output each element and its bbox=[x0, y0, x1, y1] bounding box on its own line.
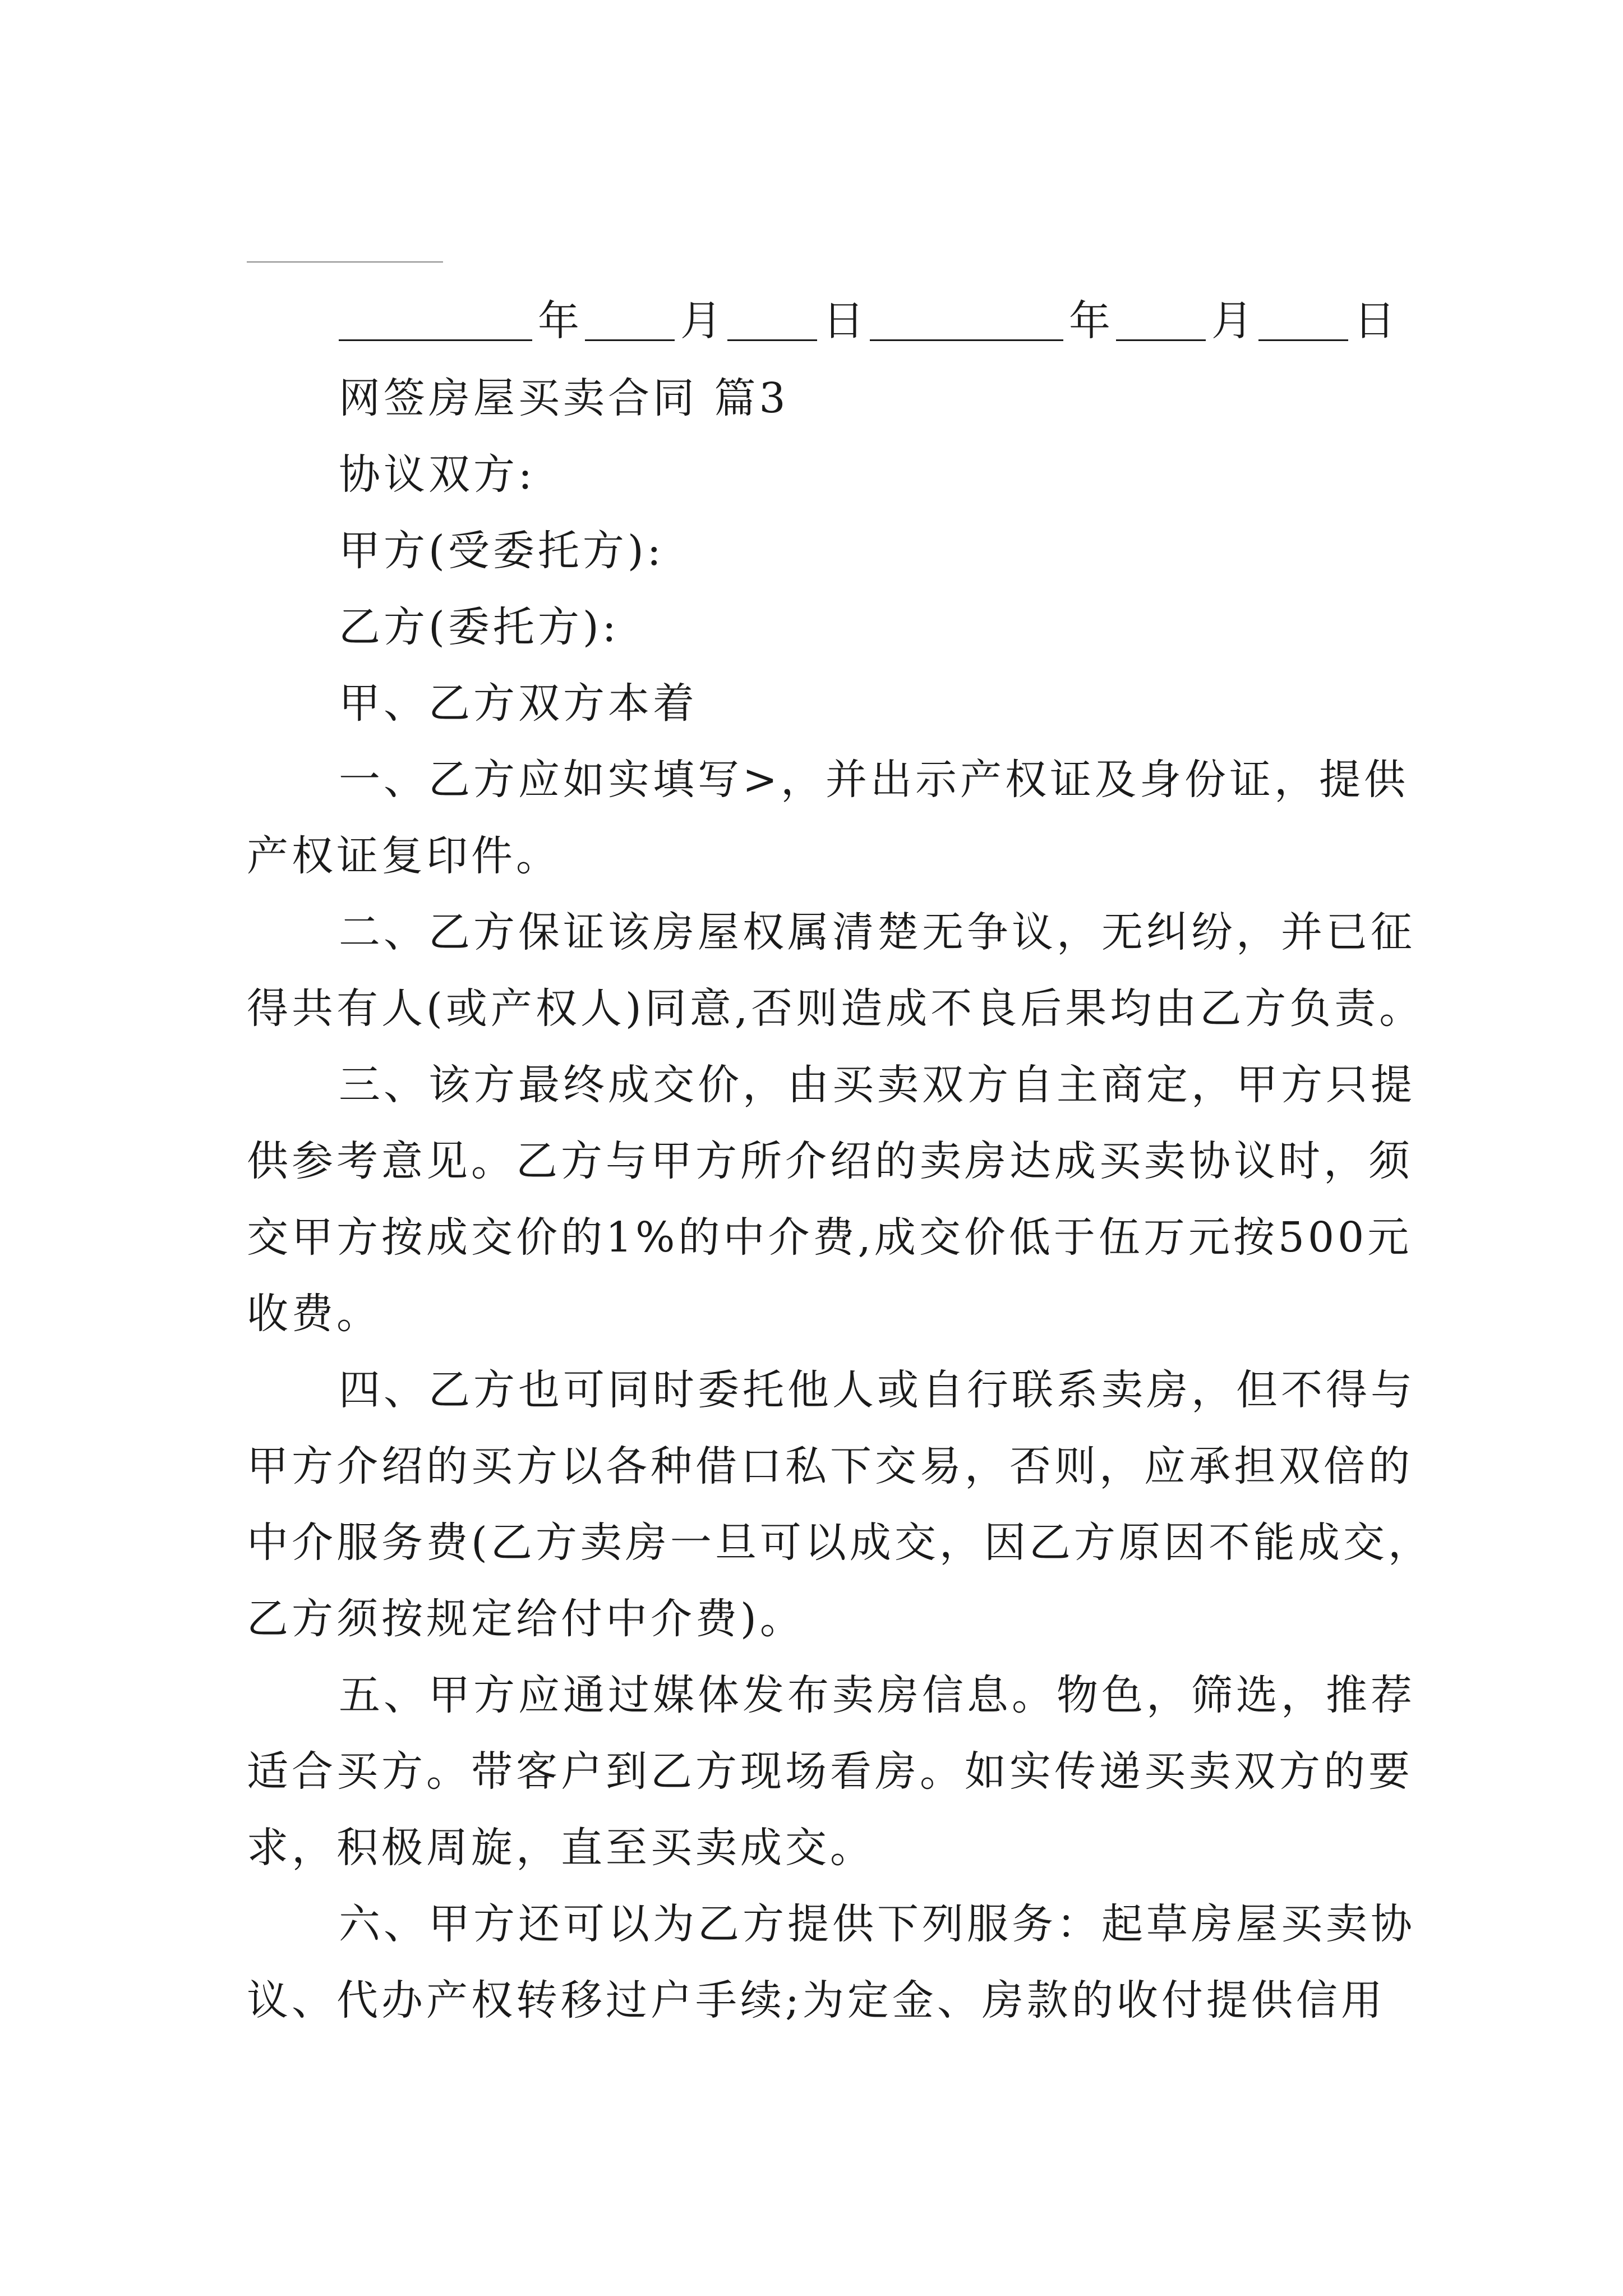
clause-2-line-2: 得共有人(或产权人)同意,否则造成不良后果均由乙方负责。 bbox=[247, 984, 1424, 1033]
year-label-1: 年 bbox=[538, 297, 579, 345]
month-label-2: 月 bbox=[1211, 297, 1253, 345]
day-label-1: 日 bbox=[823, 297, 864, 345]
clause-4-line-4: 乙方须按规定给付中介费)。 bbox=[247, 1595, 805, 1643]
day-blank-1[interactable] bbox=[727, 300, 817, 341]
clause-5-line-2: 适合买方。带客户到乙方现场看房。如实传递买卖双方的要 bbox=[247, 1747, 1413, 1796]
party-b-label: 乙方(委托方): bbox=[339, 603, 620, 651]
top-separator-line bbox=[247, 261, 443, 263]
clause-1-line-1: 一、乙方应如实填写>，并出示产权证及身份证，提供 bbox=[339, 756, 1409, 804]
signature-date-line bbox=[339, 293, 1401, 349]
year-blank-1[interactable] bbox=[339, 300, 532, 341]
party-a-label: 甲方(受委托方): bbox=[339, 527, 665, 575]
section-title: 网签房屋买卖合同 篇3 bbox=[339, 374, 789, 422]
month-blank-1[interactable] bbox=[585, 300, 675, 341]
parties-heading: 协议双方: bbox=[339, 450, 536, 499]
clause-5-line-3: 求，积极周旋，直至买卖成交。 bbox=[247, 1824, 875, 1872]
year-blank-2[interactable] bbox=[870, 300, 1063, 341]
clause-4-line-3: 中介服务费(乙方卖房一旦可以成交，因乙方原因不能成交， bbox=[247, 1519, 1433, 1567]
month-blank-2[interactable] bbox=[1116, 300, 1206, 341]
month-label-1: 月 bbox=[680, 297, 722, 345]
day-label-2: 日 bbox=[1354, 297, 1395, 345]
clause-3-line-1: 三、该方最终成交价，由买卖双方自主商定，甲方只提 bbox=[339, 1061, 1415, 1109]
clause-3-line-2: 供参考意见。乙方与甲方所介绍的卖房达成买卖协议时，须 bbox=[247, 1137, 1413, 1185]
clause-3-line-3: 交甲方按成交价的1%的中介费,成交价低于伍万元按500元 bbox=[247, 1213, 1413, 1262]
clause-4-line-1: 四、乙方也可同时委托他人或自行联系卖房，但不得与 bbox=[339, 1366, 1415, 1414]
clause-1-line-2: 产权证复印件。 bbox=[247, 832, 561, 880]
preamble-text: 甲、乙方双方本着 bbox=[339, 679, 698, 728]
clause-3-line-4: 收费。 bbox=[247, 1290, 381, 1338]
clause-6-line-1: 六、甲方还可以为乙方提供下列服务：起草房屋买卖协 bbox=[339, 1900, 1415, 1948]
clause-2-line-1: 二、乙方保证该房屋权属清楚无争议，无纠纷，并已征 bbox=[339, 908, 1415, 956]
clause-4-line-2: 甲方介绍的买方以各种借口私下交易，否则，应承担双倍的 bbox=[247, 1442, 1413, 1490]
year-label-2: 年 bbox=[1069, 297, 1110, 345]
clause-6-line-2: 议、代办产权转移过户手续;为定金、房款的收付提供信用 bbox=[247, 1976, 1386, 2024]
day-blank-2[interactable] bbox=[1258, 300, 1348, 341]
clause-5-line-1: 五、甲方应通过媒体发布卖房信息。物色，筛选，推荐 bbox=[339, 1671, 1415, 1719]
